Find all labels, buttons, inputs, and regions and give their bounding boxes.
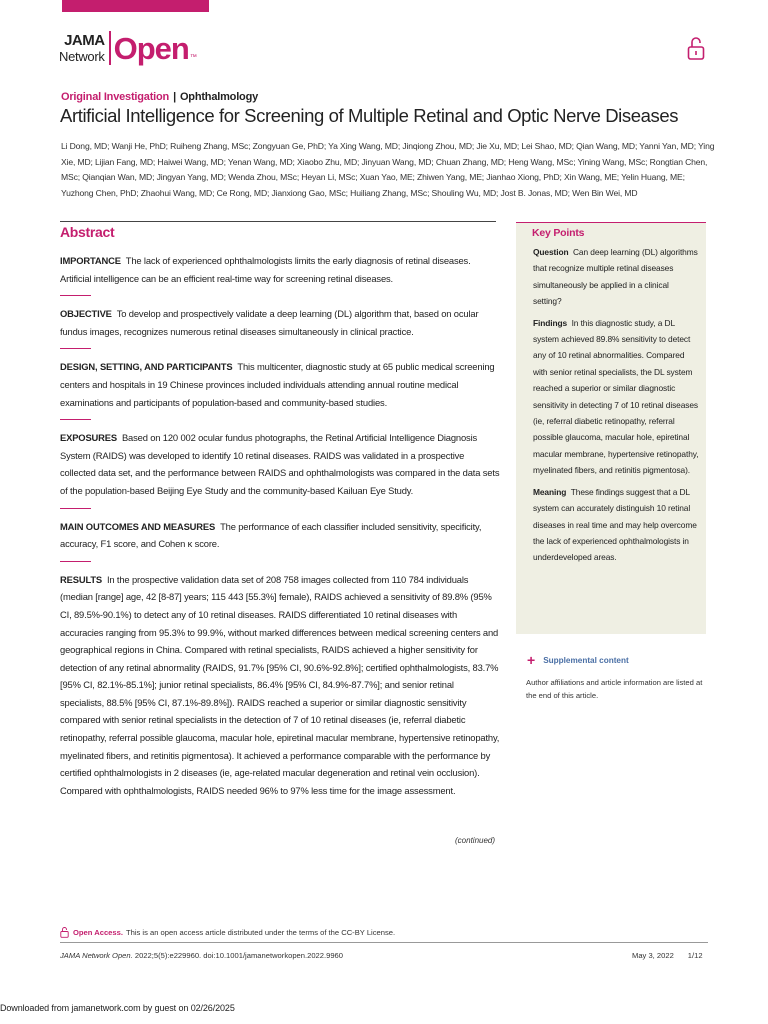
jama-network-open-logo[interactable] [59,29,197,67]
logo-jama-text: JAMA [64,32,105,49]
footer-date-page [632,951,703,960]
outcomes-text: The performance of each classifier included sensitivity, specificity, accuracy, F1 score, and Cohen κ score. [60,520,482,550]
question-label: Question [533,247,569,257]
question-text: Can deep learning (DL) algorithms that recognize multiple retinal diseases simultaneously be applied in a clinical setting? [533,247,698,307]
outcomes-label: MAIN OUTCOMES AND MEASURES [60,520,216,532]
meaning-label: Meaning [533,486,567,497]
supplemental-content-label: Supplemental content [543,655,629,665]
logo-network-text: Network [59,49,105,64]
open-access-lock-icon [687,35,705,61]
journal-color-bar [62,0,209,12]
logo-trademark: ™ [189,54,197,61]
section-divider [60,295,91,296]
abstract-outcomes [60,518,500,553]
affiliations-note: Author affiliations and article information are listed at the end of this article. [526,678,703,700]
abstract-design [60,358,500,411]
open-access-statement [60,926,395,938]
exposures-label: EXPOSURES [60,432,118,444]
results-label: RESULTS [60,573,103,585]
footer-journal-name: JAMA Network Open. [60,951,133,960]
article-category [61,91,258,103]
footer-page-number: 1/12 [687,951,703,960]
logo-divider [109,31,111,65]
section-divider [60,348,91,349]
open-access-label[interactable]: Open Access. [73,927,123,937]
abstract-results [60,571,500,800]
download-watermark: Downloaded from jamanetwork.com by guest on 02/26/2025 [0,1003,235,1013]
importance-label: IMPORTANCE [60,255,121,266]
abstract-exposures [60,429,500,499]
author-list: Li Dong, MD; Wanji He, PhD; Ruiheng Zhang, MSc; Zongyuan Ge, PhD; Ya Xing Wang, MD; Jinqiong Zhou, MD; Jie Xu, MD; Lei Shao, MD; Qian Wang, MD; Yanni Yan, MD; Ying Xie, MD; Lijian Fang, MD; Haiwei Wang, MD; Yenan Wang, MD; Xiaobo Zhu, MD; Jinyuan Wang, MD; Chuan Zhang, MD; Heng Wang, MSc; Yining Wang, MSc; Rongtian Chen, MSc; Qianqian Wan, MD; Jingyan Yang, MD; Wenda Zhou, MSc; Heyan Li, MSc; Xuan Yao, ME; Zhiwen Yang, ME; Jianhao Xiong, PhD; Xin Wang, ME; Yelin Huang, ME; Yuzhong Chen, PhD; Zhaohui Wang, MD; Ce Rong, MD; Jianxiong Gao, MSc; Huiliang Zhang, MSc; Shouling Wu, MD; Jost B. Jonas, MD; Wen Bin Wei, MD [61,141,715,198]
plus-icon: + [527,652,536,668]
footer-date: May 3, 2022 [632,951,674,960]
article-title: Artificial Intelligence for Screening of Multiple Retinal and Optic Nerve Diseases [60,105,679,126]
footer-rule [60,942,708,943]
findings-text: In this diagnostic study, a DL system achieved 89.8% sensitivity to detect any of 10 retinal abnormalities. Compared with senior retinal specialists, the DL system reached a superior or similar diagnostic sensitivity in detecting 7 of 10 retinal diseases (ie, referral diabetic retinopathy, referral possible glaucoma, macular hole, epiretinal macular membrane, hypertensive retinopathy, myelinated fibers, and retinitis pigmentosa). [533,317,699,476]
open-access-text: This is an open access article distributed under the terms of the CC-BY License. [125,927,396,937]
findings-label: Findings [533,317,568,328]
unlocked-padlock-icon [60,926,69,938]
section-divider [60,508,91,509]
key-points-title: Key Points [532,227,585,239]
abstract-objective [60,305,500,340]
exposures-text: Based on 120 002 ocular fundus photographs, the Retinal Artificial Intelligence Diagnosis System (RAIDS) was developed to identify 10 retinal diseases. RAIDS was validated in a prospective collected data set, and the performance between RAIDS and ophthalmologists was compared in the data sets of the population-based Beijing Eye Study and the community-based Kailuan Eye Study. [60,432,500,496]
abstract-top-rule [60,221,496,222]
logo-open-text: Open [113,30,189,66]
footer-citation-text[interactable]: 2022;5(5):e229960. doi:10.1001/jamanetworkopen.2022.9960 [134,951,344,960]
objective-text: To develop and prospectively validate a deep learning (DL) algorithm that, based on ocular fundus images, recognizes numerous retinal diseases simultaneously in clinical practice. [60,308,479,337]
category-ophthalmology[interactable]: Ophthalmology [179,91,259,103]
continued-note: (continued) [455,836,496,845]
objective-label: OBJECTIVE [60,308,112,320]
key-point-question [533,244,699,310]
design-text: This multicenter, diagnostic study at 65 public medical screening centers and hospitals in 19 Chinese provinces included individuals attending annual routine medical examinations and participants of population-based and community-based studies. [60,361,495,408]
abstract-body [60,252,500,799]
meaning-text: These findings suggest that a DL system can accurately distinguish 10 retinal diseases in real time and may help overcome the lack of experienced ophthalmologists in underdeveloped areas. [533,486,697,563]
key-point-findings [533,315,699,479]
key-points-body [533,244,699,571]
design-label: DESIGN, SETTING, AND PARTICIPANTS [60,361,233,373]
supplemental-content-link[interactable] [527,653,629,667]
results-text: In the prospective validation data set of 208 758 images collected from 110 784 individuals (median [range] age, 42 [8-87] years; 115 443 [55.3%] female), RAIDS achieved a sensitivity of 89.8% (95% CI, 89.5%-90.1%) to detect any of 10 retinal diseases. RAIDS differentiated 10 retinal diseases with accuracies ranging from 95.3% to 99.9%, without marked differences between medical screening centers and geographical regions in China. Compared with retinal specialists, RAIDS achieved a higher sensitivity for detection of any retinal abnormality (RAIDS, 91.7% [95% CI, 90.6%-92.8%]; certified ophthalmologists, 83.7% [95% CI, 82.1%-85.1%]; junior retinal specialists, 86.4% [95% CI, 84.9%-87.7%]; and senior retinal specialists, 88.5% [95% CI, 87.1%-89.8%]). RAIDS reached a superior or similar diagnostic sensitivity compared with senior retinal specialists in the detection of 7 of 10 retinal diseases (ie, referral diabetic retinopathy, referral possible glaucoma, macular hole, epiretinal macular membrane, hypertensive retinopathy, myelinated fibers, and retinitis pigmentosa). It achieved a performance comparable with the performance by certified ophthalmologists in 2 diseases (ie, age-related macular degeneration and retinal vein occlusion). Compared with ophthalmologists, RAIDS needed 96% to 97% less time for the image assessment. [60,573,500,796]
category-original-investigation[interactable]: Original Investigation [61,91,170,103]
footer-citation [60,951,343,960]
section-divider [60,419,91,420]
importance-text: The lack of experienced ophthalmologists limits the early diagnosis of retinal diseases. Artificial intelligence can be an efficient real-time way for screening retinal diseases. [60,255,471,284]
abstract-heading: Abstract [60,224,115,240]
key-point-meaning [533,484,699,566]
category-separator: | [173,91,176,103]
abstract-importance [60,252,500,287]
section-divider [60,561,91,562]
